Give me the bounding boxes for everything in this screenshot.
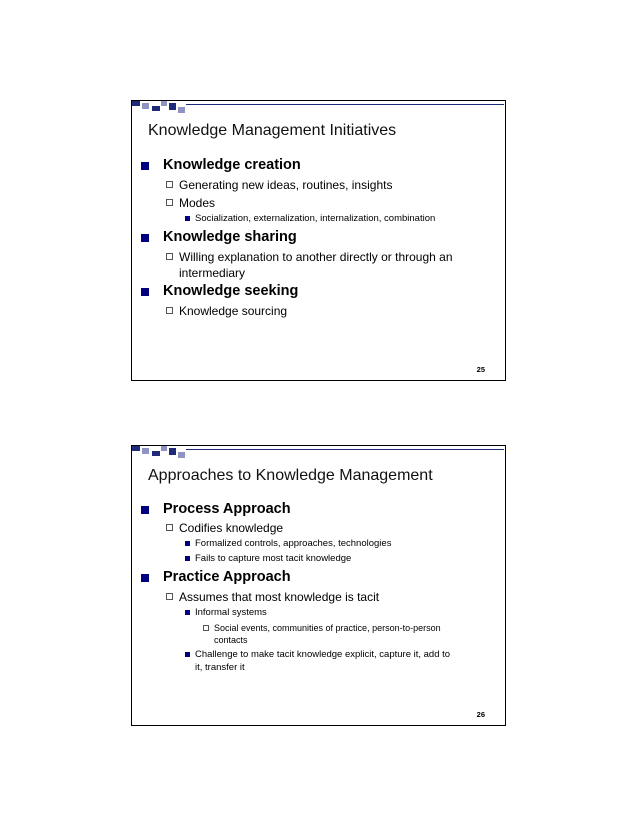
bullet-item	[214, 622, 441, 634]
bullet-item	[163, 157, 301, 173]
bullet-item	[195, 553, 351, 564]
bullet-text: Knowledge creation	[163, 157, 301, 173]
bullet-item	[179, 590, 379, 604]
bullet-text: Assumes that most knowledge is tacit	[179, 590, 380, 604]
bullet-text: it, transfer it	[195, 662, 245, 673]
bullet-continuation	[195, 662, 245, 673]
slide-26	[131, 445, 506, 726]
bullet-item	[195, 607, 267, 618]
bullet-text: contacts	[214, 635, 248, 645]
bullet-item	[195, 649, 450, 660]
bullet-text: Knowledge seeking	[163, 283, 299, 299]
bullet-item	[179, 250, 453, 264]
filled-square-icon	[185, 652, 190, 657]
bullet-text: Practice Approach	[163, 569, 291, 585]
bullet-item	[163, 283, 298, 299]
filled-square-icon	[185, 541, 190, 546]
slide-title: Knowledge Management Initiatives	[148, 122, 397, 139]
bullet-text: Process Approach	[163, 501, 291, 517]
bullet-item	[163, 229, 297, 245]
filled-square-icon	[141, 506, 149, 514]
hollow-square-icon	[166, 524, 173, 531]
bullet-text: Willing explanation to another directly or through an	[179, 250, 453, 264]
bullet-text: Codifies knowledge	[179, 521, 284, 535]
filled-square-icon	[141, 162, 149, 170]
slide-number: 26	[476, 710, 485, 719]
bullet-text: Fails to capture most tacit knowledge	[195, 553, 352, 564]
bullet-continuation	[214, 634, 248, 646]
slide-header-decoration	[132, 446, 507, 462]
slide-25	[131, 100, 506, 381]
bullet-item	[179, 304, 287, 318]
bullet-item	[179, 521, 283, 535]
bullet-continuation	[179, 266, 245, 280]
bullet-text: Knowledge sharing	[163, 229, 297, 245]
filled-square-icon	[141, 574, 149, 582]
bullet-text: Socialization, externalization, internalization, combination	[195, 213, 436, 224]
bullet-text: Formalized controls, approaches, technologies	[195, 538, 392, 549]
bullet-text: Knowledge sourcing	[179, 304, 288, 318]
hollow-square-icon	[166, 307, 173, 314]
filled-square-icon	[141, 288, 149, 296]
bullet-item	[163, 569, 291, 585]
filled-square-icon	[141, 234, 149, 242]
bullet-item	[179, 178, 392, 192]
hollow-square-icon	[166, 181, 173, 188]
bullet-text: Challenge to make tacit knowledge explicit, capture it, add to	[195, 649, 451, 660]
hollow-square-icon	[166, 253, 173, 260]
filled-square-icon	[185, 216, 190, 221]
hollow-square-icon	[203, 625, 209, 631]
bullet-item	[179, 196, 215, 210]
slide-title: Approaches to Knowledge Management	[148, 467, 433, 484]
slide-number: 25	[476, 365, 485, 374]
bullet-text: Social events, communities of practice, person-to-person	[214, 623, 441, 633]
bullet-text: Generating new ideas, routines, insights	[179, 178, 393, 192]
slide-header-decoration	[132, 101, 507, 117]
bullet-text: intermediary	[179, 266, 246, 280]
bullet-text: Informal systems	[195, 607, 267, 618]
hollow-square-icon	[166, 593, 173, 600]
hollow-square-icon	[166, 199, 173, 206]
filled-square-icon	[185, 556, 190, 561]
bullet-text: Modes	[179, 196, 216, 210]
filled-square-icon	[185, 610, 190, 615]
bullet-item	[163, 501, 291, 517]
bullet-item	[195, 213, 435, 224]
bullet-item	[195, 538, 391, 549]
